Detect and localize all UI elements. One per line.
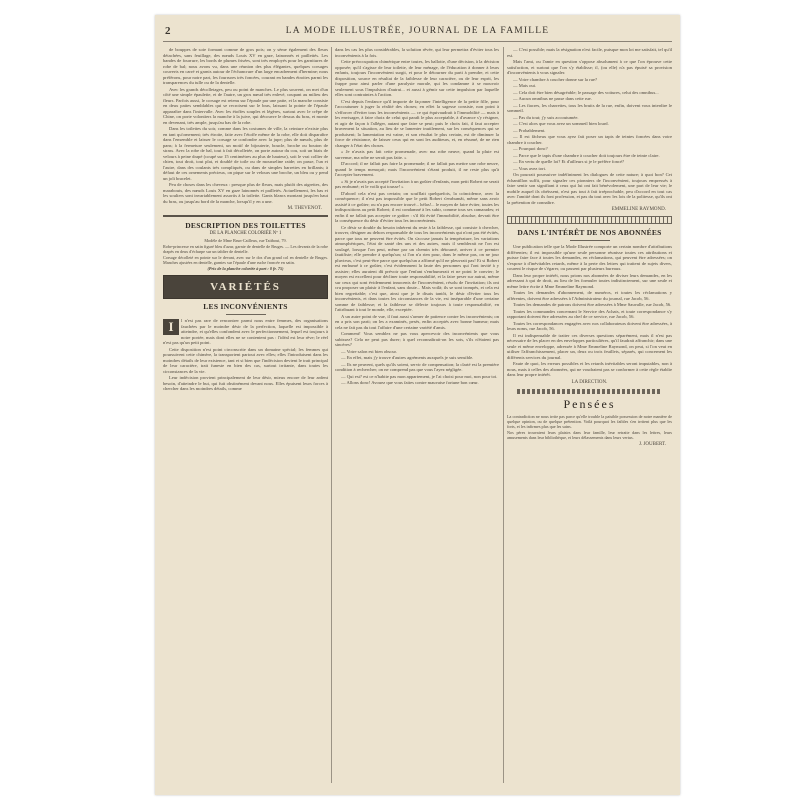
paragraph: — Votre salon est bien obscur. — [341, 348, 397, 354]
price-note: (Prix de la planche coloriée à part : 0 fr. 75) — [207, 266, 284, 271]
drop-cap: I — [163, 319, 179, 335]
paragraph: D'accord; il ne fallait pas faire la promenade; il ne fallait pas mettre une robe neuve, quand le temps menaçait; mais l'inconvénient s'étant produit, il ne reste plus qu'à l'accepter bravement. — [335, 161, 499, 177]
paragraph: « Je n'avais pas fait cette promenade, avec ma robe neuve, quand la pluie est survenue, ma robe ne serait pas faite. » — [335, 149, 499, 160]
paragraph: Faute de quoi, les erreurs possibles et les retards inévitables seront imputables, non à nous, mais à celles des abonnées, qui ne voudraient pas se conformer à cette règle établie dans leur propre intérêt. — [507, 361, 672, 377]
paragraph: — C'est alors que vous avez un sommeil bien lourd. — [513, 121, 609, 126]
paragraph: — Parce que le tapis d'une chambre à coucher doit toujours être de teinte claire. — [513, 152, 660, 158]
paragraph: — Il est fâcheux que vous ayez fait poser un tapis de teintes foncées dans votre chambre à coucher. — [507, 134, 672, 145]
paragraph: Avec les grands décolletages, peu ou point de manches. Le plus souvent, on met d'un côté une simple épaulette, et de l'autre, un gros nœud très enlevé, coupant au milieu des fleurs. Parfois aussi, le corsage est retenu sur l'épaule par une patte, et la manche consiste en deux pattes semblables qui se recroisent sur le bras, laissant la pointe de l'épaule apparaître dans l'intervalle. Avec les étoffes souples et légères, surtout avec le crêpe de Chine, on porte volontiers la manche à la juive, qui découvre le dessus du bras, et monte en devenant, très ample, jusqu'au bas de la robe. — [163, 86, 328, 125]
running-title: LA MODE ILLUSTRÉE, JOURNAL DE LA FAMILLE — [285, 26, 550, 36]
paragraph: — Vous avez tort. — [513, 165, 547, 171]
paragraph: — Aucun omnibus ne passe dans cette rue. — [513, 96, 592, 101]
paragraph: — Allons donc! Avouez que vous faites contre mauvaise fortune bon cœur. — [341, 380, 479, 385]
paragraph: Ce désir se double du besoin inhérent du reste à la faiblesse, qui consiste à chercher, trouver, désigner au dehors responsable de tous les inconvénients qui n'ont pas été évités, parce que tous ne peuvent être évités. On s'accuse jamais la température, les variations atmosphériques, l'état de santé des uns et des autres, mais il semblerait ne l'on est soulagé, lorsque l'on peut, même par un chemin très détourné, arriver à ce premier fautifiste; elle prendre à quelqu'un; si l'on n'a rien pour, dans le même pas, on ne jour pluvieux, c'est peut-être parce que quelqu'un a affirmé qu'il ne pleuvrait pas! Et si Robert est enrhumé à ce goûter, c'est évidemment la faute des personnes qui l'ont invité à y assister; elles auraient dû prévoir que l'enfant s'enrhumerait et ne point le convier; le moyen est excellent pour décliner toute responsabilité, et la faire peser sur autrui, même sur ceux qui sont évidemment innocents de l'inconvénient, résolu de l'invitation; ils ont cru proposer un plaisir à l'enfant, sans doute... Mais voilà; ils se sont trompés, et cela est bien regrettable; c'est que, ainsi que je le disais tantôt, le désir d'éviter tous les inconvénients, et dans toutes les circonstances de la vie, est inséparable d'une certaine somme de faiblesse; et la faiblesse se délecte toujours à toute responsabilité, en l'attribuant à tout le monde, elle, exceptée. — [335, 224, 499, 312]
paragraph: l n'est pas rare de rencontrer parmi nous entre femmes, des organisations fauchées par le moindre désir de la perfection, laquelle est impossible à atteindre, et qu'elles confondent avec le perfectionnement, lequel est toujours à notre portée, mais dont elles ne se contentent pas : l'idéal est leur rêve; le réel n'est pas qu'un petit point. — [163, 318, 328, 345]
direction-signature: LA DIRECTION. — [571, 379, 608, 385]
paragraph: « Si je n'avais pas accepté l'invitation à un goûter d'enfants, mon petit Robert ne serait pas enrhumé; et le voilà qui tousse! » — [335, 178, 499, 189]
page-header — [163, 27, 672, 42]
inconvenients-dialogue — [507, 47, 672, 205]
column-middle — [335, 47, 499, 783]
title-underline — [226, 314, 266, 315]
paragraph: — Cela doit être bien désagréable; le passage des voitures, celui des omnibus... — [513, 89, 659, 95]
maxim: Nos pères trouvaient leurs plaisirs dans leur famille, leur retraite dans les lettres, leurs amusements dans leur bibliothèque, et leurs délassements dans leurs vertus. — [507, 429, 672, 440]
column-right — [507, 47, 672, 783]
inconvenients-article — [163, 318, 328, 392]
maxim: La contradiction ne nous irrite pas parce qu'elle trouble la paisible possession de notre manière de quelque opinion, ou de quelque prétention. Voilà pourquoi les faibles s'en irritent plus que les forts, et les infirmes plus que les sains. — [507, 413, 672, 429]
paragraph: — Qui est? est ce n'habite pas mon appartement, je l'ai choisi pour moi, non pour toi. — [341, 373, 498, 379]
pensees-author: J. JOUBERT. — [639, 441, 666, 447]
varietes-banner-text: VARIÉTÉS — [210, 281, 281, 293]
author-signature: M. THEVENOT. — [287, 206, 322, 211]
section-divider — [163, 215, 328, 217]
newspaper-page — [155, 15, 680, 795]
paragraph: Dans les toilettes du soir, comme dans les costumes de ville, la ceinture n'existe plus en tant qu'ornement; très étroite, faite avec l'étoffe même de la robe, elle doit disparaître dans l'ensemble et laisser le corsage se confondre avec la jupe; plus de nœuds, plus de pans; à la fermeture seulement, un motif de bijouterie, boucle, broche ou bouton de strass. Avec la robe de bal, tout à fait décolletée, on porte autour du cou, soit un biais de velours à peine drapé (coupé sur 15 centimètres au plus de hauteur), soit le vrai collier de chien, tout droit, tout plat, et doublé de toile ou de mousseline raide; on passe, l'un et l'autre, dans des coulants très compliqués, ou dans de simples barrettes en brillants; à défaut de ces ornements précieux, on pique sur le velours une broche, un bleu ou y pend un joli bracelet. — [163, 126, 328, 181]
paragraph: Cette disposition n'est point circonscrite dans un domaine spécial; les femmes qui poursuivent cette chimère, la transportent partout avec elles; elles l'introduisent dans les moindres détails de leur existence, tant et si bien que l'indécision devient le trait principal de leur caractère, trait funeste en bien des cas, surtout irritante, dans toutes les circonstances de la vie. — [163, 346, 328, 374]
varietes-banner — [163, 275, 328, 299]
paragraph: On pourrait poursuivre indéfiniment les dialogues de cette nature; à quoi bon? Cet échantillon suffit, pour signaler ces pionniers de l'inconvénient, toujours empressés à faire sentir son signifiant à ceux qui lui ont fait bénévolement, une part de leur vie; le mobile auquel ils obéissent, n'est pas tout à fait irréprochable, peu d'accord en tout cas avec l'amitié dont ils font profession, et pas du tout avec les lois de la politesse, qu'ils ont la prétention de connaître. — [507, 172, 672, 205]
pensees-body — [507, 414, 672, 440]
abonnees-title: DANS L'INTÉRÊT DE NOS ABONNÉES — [517, 228, 662, 237]
paragraph: D'abord cela n'est pas certain; on soufflait quelquefois, la coïncidence, avec la conséquence; il n'est pas impossible que le petit Robert s'enrhumât, même sans avoir assisté à ce goûter; ou n'a pas encore trouvé... hélas!... le moyen de faire éviter, toutes les indispositions au petit Robert; il est condamné à les subir, comme tous ses camarades; et enfin il ne fallait pas accepter ce goûter : s'il fût évité l'immobilité, absolue, devrait être la conséquence du désir d'éviter tous les inconvénients. — [335, 190, 499, 223]
paragraph: — Pourquoi donc? — [513, 146, 548, 151]
column-left — [163, 47, 328, 783]
pensees-title: Pensées — [563, 396, 616, 411]
paragraph: A un autre point de vue, il faut aussi s'armer de patience contre les inconvénients; on en a pris son parti; on les a examinés, pesés, enfin acceptés avec bonne humeur; mais cela ne fait pas du tout l'affaire d'une certaine variété d'amis. — [335, 313, 499, 330]
paragraph: — Votre chambre à coucher donne sur la rue? — [513, 76, 598, 82]
paragraph: — C'est possible; mais la résignation n'est facile, puisque mon lot me satisfait, tel qu'il est. — [507, 47, 672, 58]
description-body — [163, 238, 328, 271]
paragraph: — En effet, mais j'y trouve d'autres agréments auxquels je suis sensible. — [341, 355, 474, 360]
fashion-article — [163, 47, 328, 204]
paragraph: Leur indécision provient principalement de leur désir, mieux encore de leur ardent besoin, d'atteindre le but, qui fuit obstinément devant nous. Elles épuisent leurs forces à chercher dans les moindres détails, comme — [163, 375, 328, 391]
column-rule — [331, 47, 332, 783]
column-rule — [503, 47, 504, 783]
title-underline — [570, 240, 610, 241]
description-subtitle: DE LA PLANCHE COLORIÉE Nº 1 — [209, 231, 282, 236]
paragraph: — Pas du tout; j'y suis accoutumée. — [513, 114, 579, 120]
paragraph: — Mais oui. — [513, 83, 537, 88]
inconvenients-continued — [335, 47, 499, 386]
ornamental-border — [517, 389, 662, 394]
paragraph: Dans leur propre intérêt, nous prions nos abonnées de diviser leurs demandes, en les adressant à qui de droit, au lieu de les formuler toutes indistinctement, sur une seule et même lettre écrite à Mme Emmeline Raymond. — [507, 272, 672, 289]
description-title: DESCRIPTION DES TOILETTES — [185, 221, 306, 230]
paragraph: — Les fiacres, les charrettes, tous les bruits de la rue, enfin, doivent vous interdire le sommeil. — [507, 102, 672, 113]
paragraph: Mais l'ami, ou l'amie en question s'oppose absolument à ce que l'on éprouve cette satisfaction, et surtout que l'on s'y établisse; il, (ou elle) n'a pas épuisé sa provision d'inconvénients à vous signaler. — [507, 59, 672, 75]
paragraph: Toutes les demandes d'abonnement, de numéros, et toutes les réclamations y afférentes, doivent être adressées à l'Administrateur du journal, rue Jacob, 56. — [507, 290, 672, 301]
paragraph: Toutes les commandes concernant le Service des Achats, et toute correspondance s'y rapportant doivent être adressées au chef de ce service, rue Jacob, 56. — [507, 308, 672, 319]
model-line: Modèle de Mme Brun-Cailleux, rue Taitbout, 79. — [204, 238, 287, 243]
abonnees-notice — [507, 244, 672, 378]
paragraph: Peu de choses dans les cheveux : presque plus de fleurs, mais plutôt des aigrettes, des marabouts, des nœuds Louis XV en gaze lainonnés et pailletés. Actuellement, les bas et les souliers sont invariablement assortis à la toilette. Gants blancs montant jusqu'en haut du bras, ou jusqu'au bord de la manche, lorsqu'il y en a une. — [163, 182, 328, 204]
paragraph: Toutes les correspondances engagées avec nos collaborateurs doivent être adressées, à leurs noms, rue Jacob, 56. — [507, 320, 672, 331]
paragraph: — Probablement. — [513, 127, 546, 133]
description-line: Corsage décolleté en pointe sur le devant, avec sur le dos d'un grand col en dentelle de Bruges. Manches ajustées en dentelle, garnies sur l'épaule d'une ruche froncée en satin. — [163, 255, 328, 265]
paragraph: Comment! Vous semblez ne pas vous apercevoir des inconvénients que vous subissez? Cela ne peut pas durer; à quel reconnaîtrait-on les sots, s'ils n'étaient pas sincères? — [335, 331, 499, 347]
paragraph: dans les cas les plus considérables, la solution rêvée, qui leur permettra d'éviter tous les inconvénients à la fois. — [335, 47, 499, 58]
paragraph: de bouppes de soie formant comme de gros pois; on y sème également des fleurs détachées, sans feuillage, des nœuds Louis XV en gaze, lainonnés et paillettés. Les bandes de fourrure, les bords de plumes frisées, sont très employés pour les garnitures de robe de bal; nous avons vu, dans une réunion des plus élégantes, quelques corsages couverts en carré et garnis autour de l'échancrure d'un large encadrement d'hermine; nous préférons, pour notre part, les fourrures très foncées, courant en bandes étroites parmi les transparences du tulle ou de la dentelle. — [163, 47, 328, 85]
author-signature: EMMELINE RAYMOND. — [611, 207, 666, 212]
page-number: 2 — [165, 25, 171, 37]
paragraph: Il est indispensable de traiter ces diverses questions séparément, mais il n'est pas nécessaire de les placer en des enveloppes particulières, qu'il faudrait affranchir; dans une seule et même enveloppe, adressée à Mme Emmeline Raymond, on peut, si l'on veut en utiliser l'affranchissement, placer un, deux ou trois feuillets, séparés, qui concernent les différents services du journal. — [507, 332, 672, 360]
paragraph: Cette préoccupation chimérique entre toutes, les ballotte, d'une décision, à la décision opposée; qu'il s'agisse de leur toilette, de leur ménage, de l'éducation à donner à leurs enfants, toujours l'inconvénient surgit, et pour le détourner du parti à prendre, et cette disposition, source en résultat de la faiblesse de leur caractère, ou de leur esprit, les frappe pour ainsi parler d'une paralysie morale, qui les condamne à se mouvoir seulement sous l'impulsion d'autrui... et aussi à gémir sur cette impulsion par laquelle elles sont contraintes à l'action. — [335, 59, 499, 97]
paragraph: Toutes les demandes de patrons doivent être adressées à Mme Sauvalle, rue Jacob, 56. — [513, 302, 672, 307]
description-line: Robe-princesse en satin figuré bleu d'azur, garnie de dentelle de Bruges. — Les devants de la robe drapés en deux d'écharpe sur un tablier de dentelle. — [163, 244, 328, 254]
ornamental-border — [507, 216, 672, 224]
inconvenients-title: LES INCONVÉNIENTS — [203, 302, 288, 311]
paragraph: C'est depuis l'enfance qu'il importe de façonner l'intelligence de la petite fille, pour l'accoutumer à juger la réalité des choses; en effet la sagesse consiste, non point à s'efforcer d'éviter tous les inconvénients — ce qui équivaudrait à l'immobilité — mais à les envisager, à faire choix de celui qui paraît le plus acceptable, à d'avance s'y résigner, et agir de façon à l'alléger, autant que faire se peut; puis le choix fait, il faut accepter bravement la situation, au lieu de se lamenter inutilement, sur les conséquences qui se produisent; la lamentation est vaine, et son résultat le plus certain, est de diminuer la force de résistance, de laisser ceux qui en sont les auditeurs, et, en résumé, de ne rien changer à l'état des choses. — [335, 98, 499, 148]
paragraph: — En vertu de quelle loi? Et d'ailleurs si je le préfère foncé? — [513, 159, 625, 164]
paragraph: Une publication telle que la Mode Illustrée comporte un certain nombre d'attributions différentes; il est impossible qu'une seule personne réunisse toutes ces attributions et puisse faire face à toutes les demandes, en réclamations, qui peuvent être adressées; on s'expose à d'inévitables retards, même à la perte des lettres qui traitent de sujets divers, courent le risque de s'égarer, ou passent par plusieurs bureaux. — [507, 244, 672, 271]
paragraph: — Ils ne peuvent, quels qu'ils soient, servir de compensation; la clarté est la première condition à rechercher; on ne comprend pas que vous l'ayez négligée. — [335, 361, 499, 372]
